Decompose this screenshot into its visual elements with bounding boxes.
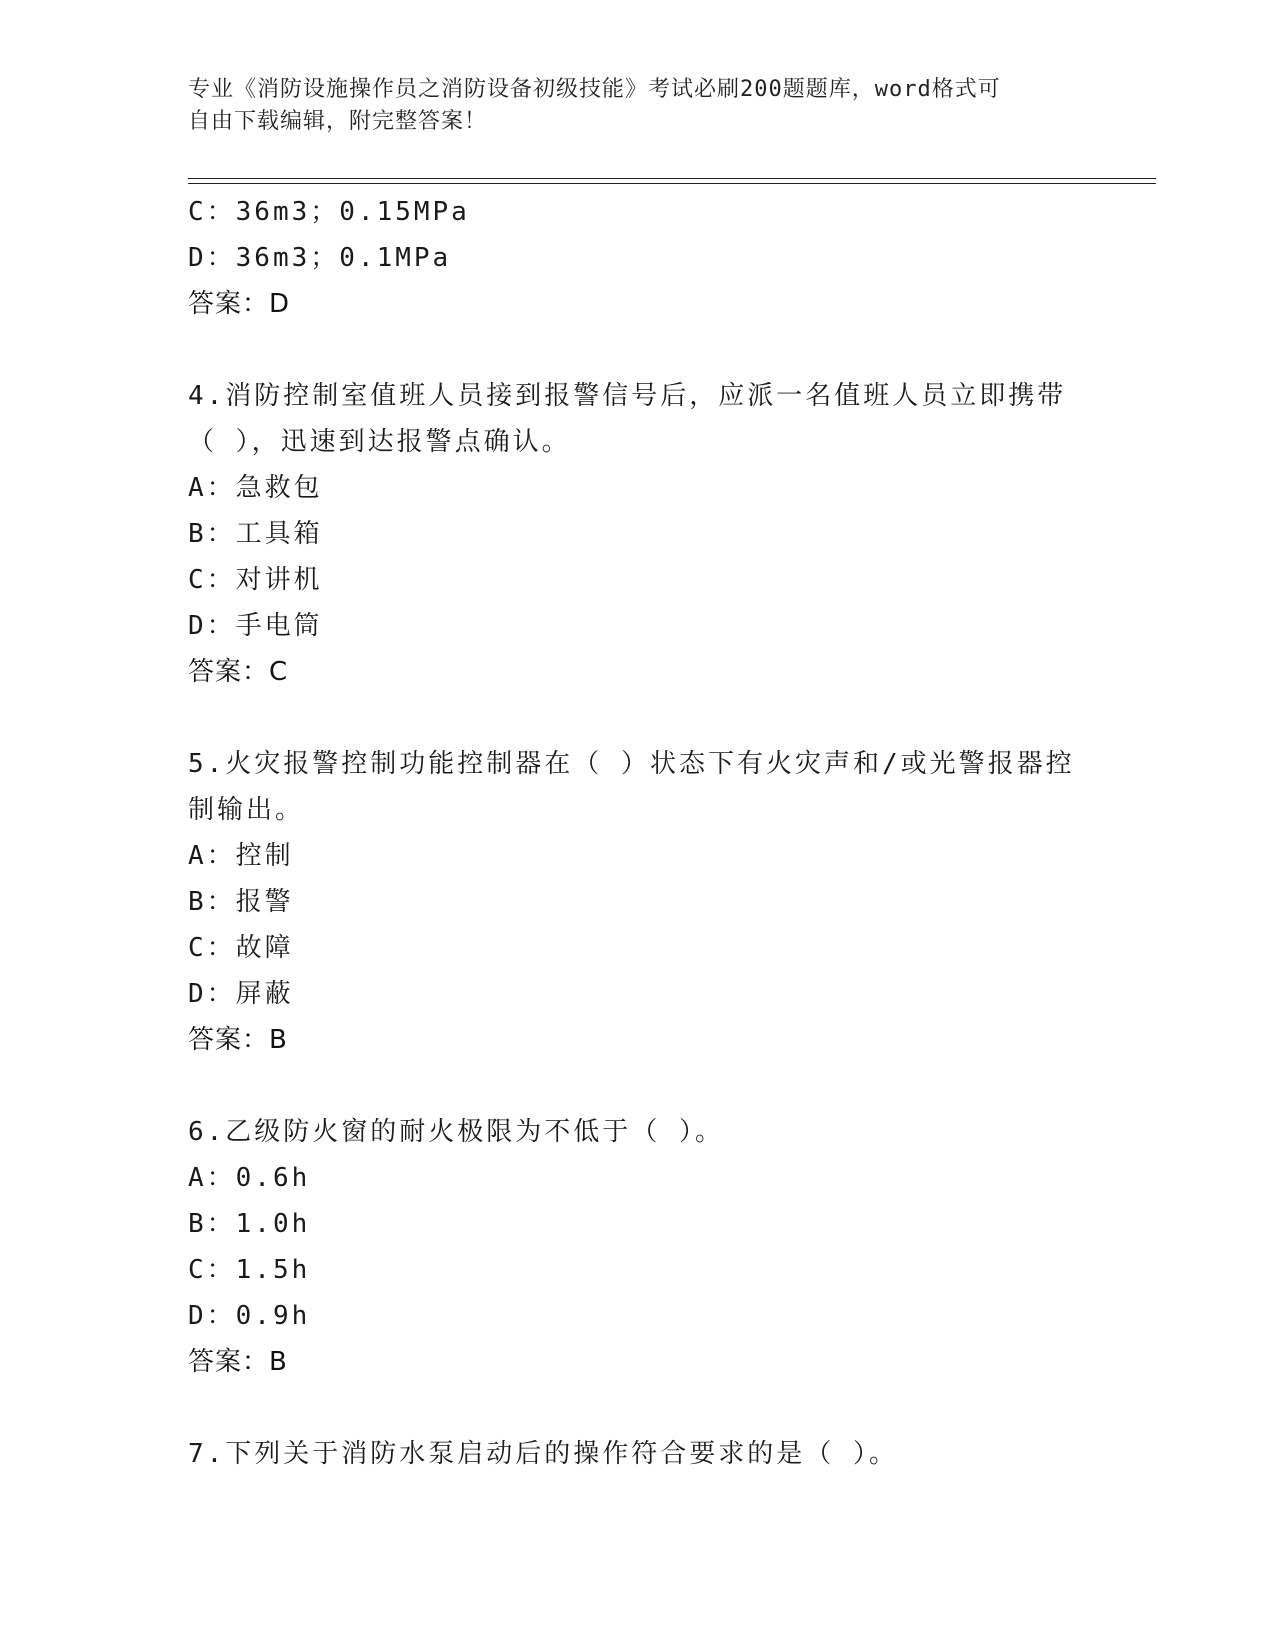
option-d: D：0.9h	[188, 1301, 311, 1331]
option-a: A：0.6h	[188, 1163, 311, 1193]
question-4	[188, 373, 1088, 695]
question-7	[188, 1431, 1088, 1477]
question-stem: 5.火灾报警控制功能控制器在（ ）状态下有火灾声和/或光警报器控	[188, 749, 1075, 779]
spacer	[188, 327, 1088, 373]
spacer	[188, 695, 1088, 741]
header-divider-bottom	[188, 183, 1156, 184]
question-stem: 6.乙级防火窗的耐火极限为不低于（ ）。	[188, 1117, 724, 1147]
answer-label: 答案：C	[188, 657, 289, 687]
header-line-1: 专业《消防设施操作员之消防设备初级技能》考试必刷200题题库，word格式可	[188, 77, 1001, 102]
option-a: A：急救包	[188, 473, 323, 503]
option-c: C：36m3；0.15MPa	[188, 197, 470, 227]
question-list	[188, 189, 1088, 1477]
option-c: C：1.5h	[188, 1255, 311, 1285]
option-d: D：36m3；0.1MPa	[188, 243, 452, 273]
spacer	[188, 1063, 1088, 1109]
option-d: D：屏蔽	[188, 979, 294, 1009]
option-c: C：故障	[188, 933, 294, 963]
option-d: D：手电筒	[188, 611, 323, 641]
question-stem-continued: 制输出。	[188, 795, 305, 825]
question-stem-continued: （ ），迅速到达报警点确认。	[188, 427, 571, 457]
answer-label: 答案：B	[188, 1025, 288, 1055]
question-6	[188, 1109, 1088, 1385]
header-line-2: 自由下载编辑，附完整答案！	[188, 109, 488, 134]
question-5	[188, 741, 1088, 1063]
option-c: C：对讲机	[188, 565, 323, 595]
header-divider-top	[188, 178, 1156, 179]
option-b: B：报警	[188, 887, 294, 917]
option-b: B：1.0h	[188, 1209, 311, 1239]
spacer	[188, 1385, 1088, 1431]
question-stem: 4.消防控制室值班人员接到报警信号后，应派一名值班人员立即携带	[188, 381, 1067, 411]
answer-label: 答案：D	[188, 289, 291, 319]
document-header	[188, 74, 1068, 138]
answer-label: 答案：B	[188, 1347, 288, 1377]
question-3-tail	[188, 189, 1088, 327]
question-stem: 7.下列关于消防水泵启动后的操作符合要求的是（ ）。	[188, 1439, 898, 1469]
option-b: B：工具箱	[188, 519, 323, 549]
option-a: A：控制	[188, 841, 294, 871]
